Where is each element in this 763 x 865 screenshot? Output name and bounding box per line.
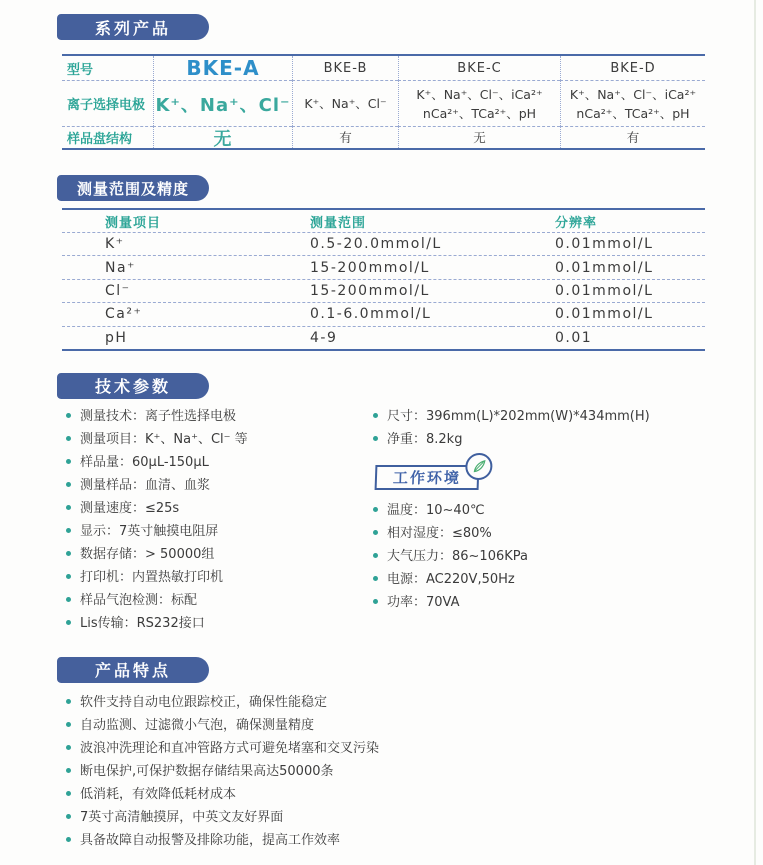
tech-item-text: 测量样品：血清、血浆 [80,477,211,493]
tech-item-text: 样品气泡检测：标配 [80,592,198,608]
tech-item [66,405,373,428]
electrodes-bke-c-line2: nCa²⁺、TCa²⁺、pH [422,105,537,121]
bullet-dot-icon [373,436,378,441]
bullet-dot-icon [66,722,71,727]
feature-item-text: 低消耗，有效降低耗材成本 [80,786,237,802]
electrodes-bke-b [292,80,398,126]
leaf-icon [465,453,493,480]
tray-bke-c: 无 [398,126,560,148]
tech-item [373,405,733,428]
bullet-dot-icon [66,597,71,602]
series-row-label-tray: 样品盘结构 [62,126,153,148]
electrodes-bke-c [398,80,560,126]
tech-item-text: 测量速度：≤25s [80,500,180,516]
tech-item-text: 测量项目：K⁺、Na⁺、Cl⁻ 等 [80,431,248,447]
bullet-dot-icon [66,620,71,625]
feature-item [66,760,763,783]
env-item [373,591,733,614]
feature-item-text: 具备故障自动报警及排除功能，提高工作效率 [80,832,341,848]
tech-item-text: 打印机：内置热敏打印机 [80,569,224,585]
tech-right-column [373,405,733,635]
tech-item-text: 样品量：60μL-150μL [80,454,209,470]
model-name-bke-d: BKE-D [560,56,705,80]
tech-item-text: 显示：7英寸触摸电阻屏 [80,523,219,539]
bullet-dot-icon [66,745,71,750]
bullet-dot-icon [66,574,71,579]
section-title-features: 产品特点 [57,657,209,683]
env-item [373,522,733,545]
tech-item-text: 净重：8.2kg [387,431,463,447]
tech-item-text: 测量技术：离子性选择电极 [80,408,237,424]
feature-item-text: 7英寸高清触摸屏，中英文友好界面 [80,809,284,825]
env-item-text: 相对湿度：≤80% [387,525,492,541]
feature-item [66,783,763,806]
feature-item [66,714,763,737]
bullet-dot-icon [66,528,71,533]
env-item [373,568,733,591]
bullet-dot-icon [66,459,71,464]
range-row-resolution: 0.01mmol/L [512,255,705,278]
range-row-item: Cl⁻ [62,279,267,302]
env-item-text: 温度：10~40℃ [387,502,485,518]
range-row-range: 4-9 [267,326,512,349]
range-header-range: 测量范围 [310,215,367,231]
tech-item [66,589,373,612]
tech-right-top-list [373,405,733,451]
series-table [62,54,705,150]
bullet-dot-icon [66,505,71,510]
bullet-dot-icon [373,599,378,604]
tech-item [373,428,733,451]
range-row-range: 0.5-20.0mmol/L [267,232,512,255]
bullet-dot-icon [66,482,71,487]
electrodes-bke-b-line1: K⁺、Na⁺、Cl⁻ [304,96,387,111]
env-item [373,499,733,522]
model-name-bke-a: BKE-A [153,56,292,80]
section-title-series: 系列产品 [57,14,209,40]
features-section [66,691,763,852]
tech-item [66,612,373,635]
range-row-resolution: 0.01mmol/L [512,302,705,325]
range-table [62,208,705,351]
env-item [373,545,733,568]
bullet-dot-icon [66,837,71,842]
bullet-dot-icon [66,551,71,556]
tray-bke-b: 有 [292,126,398,148]
feature-item [66,737,763,760]
bullet-dot-icon [373,507,378,512]
feature-item [66,829,763,852]
features-list [66,691,763,852]
tech-item [66,451,373,474]
feature-item [66,806,763,829]
bullet-dot-icon [373,576,378,581]
tech-item-text: 尺寸：396mm(L)*202mm(W)*434mm(H) [387,408,650,424]
feature-item-text: 断电保护,可保护数据存储结果高达50000条 [80,763,334,779]
range-row-range: 15-200mmol/L [267,279,512,302]
range-row-item: Na⁺ [62,255,267,278]
bullet-dot-icon [373,553,378,558]
feature-item-text: 波浪冲洗理论和直冲管路方式可避免堵塞和交叉污染 [80,740,380,756]
range-row-range: 0.1-6.0mmol/L [267,302,512,325]
feature-item-text: 软件支持自动电位跟踪校正，确保性能稳定 [80,694,328,710]
tech-specs [66,405,763,635]
series-row-label-electrodes: 离子选择电极 [62,80,153,126]
env-item-text: 电源：AC220V,50Hz [387,571,515,587]
bullet-dot-icon [66,791,71,796]
electrodes-bke-a [153,80,292,126]
tech-item [66,520,373,543]
tech-item [66,566,373,589]
section-title-range: 测量范围及精度 [57,175,209,201]
bullet-dot-icon [66,768,71,773]
bullet-dot-icon [66,699,71,704]
bullet-dot-icon [373,530,378,535]
tech-item [66,428,373,451]
page-edge-line [754,0,756,865]
range-row-item: pH [62,326,267,349]
env-item-text: 功率：70VA [387,594,460,610]
electrodes-bke-d [560,80,705,126]
electrodes-bke-a-line1: K⁺、Na⁺、Cl⁻ [155,94,291,116]
bullet-dot-icon [66,436,71,441]
tech-item [66,497,373,520]
tech-item [66,474,373,497]
feature-item [66,691,763,714]
environment-list [373,499,733,614]
tech-item-text: 数据存储：> 50000组 [80,546,215,562]
range-row-item: Ca²⁺ [62,302,267,325]
electrodes-bke-d-line1: K⁺、Na⁺、Cl⁻、iCa²⁺ [569,86,697,102]
feature-item-text: 自动监测、过滤微小气泡，确保测量精度 [80,717,315,733]
range-row-resolution: 0.01mmol/L [512,279,705,302]
model-name-bke-b: BKE-B [292,56,398,80]
electrodes-bke-c-line1: K⁺、Na⁺、Cl⁻、iCa²⁺ [416,86,543,102]
tech-left-list [66,405,373,635]
model-name-bke-c: BKE-C [398,56,560,80]
tray-bke-d: 有 [560,126,705,148]
working-environment-badge [375,465,480,490]
tech-item-text: Lis传输：RS232接口 [80,615,205,631]
range-row-resolution: 0.01mmol/L [512,232,705,255]
tray-bke-a: 无 [153,126,292,148]
env-item-text: 大气压力：86~106KPa [387,548,528,564]
bullet-dot-icon [66,413,71,418]
range-row-resolution: 0.01 [512,326,705,349]
series-row-label-model: 型号 [67,62,94,78]
range-row-range: 15-200mmol/L [267,255,512,278]
range-header-item: 测量项目 [105,215,162,231]
section-title-tech: 技术参数 [57,373,209,399]
electrodes-bke-d-line2: nCa²⁺、TCa²⁺、pH [576,105,690,121]
working-environment-title: 工作环境 [392,468,462,487]
bullet-dot-icon [66,814,71,819]
bullet-dot-icon [373,413,378,418]
range-header-resolution: 分辨率 [555,215,598,231]
range-row-item: K⁺ [62,232,267,255]
tech-item [66,543,373,566]
